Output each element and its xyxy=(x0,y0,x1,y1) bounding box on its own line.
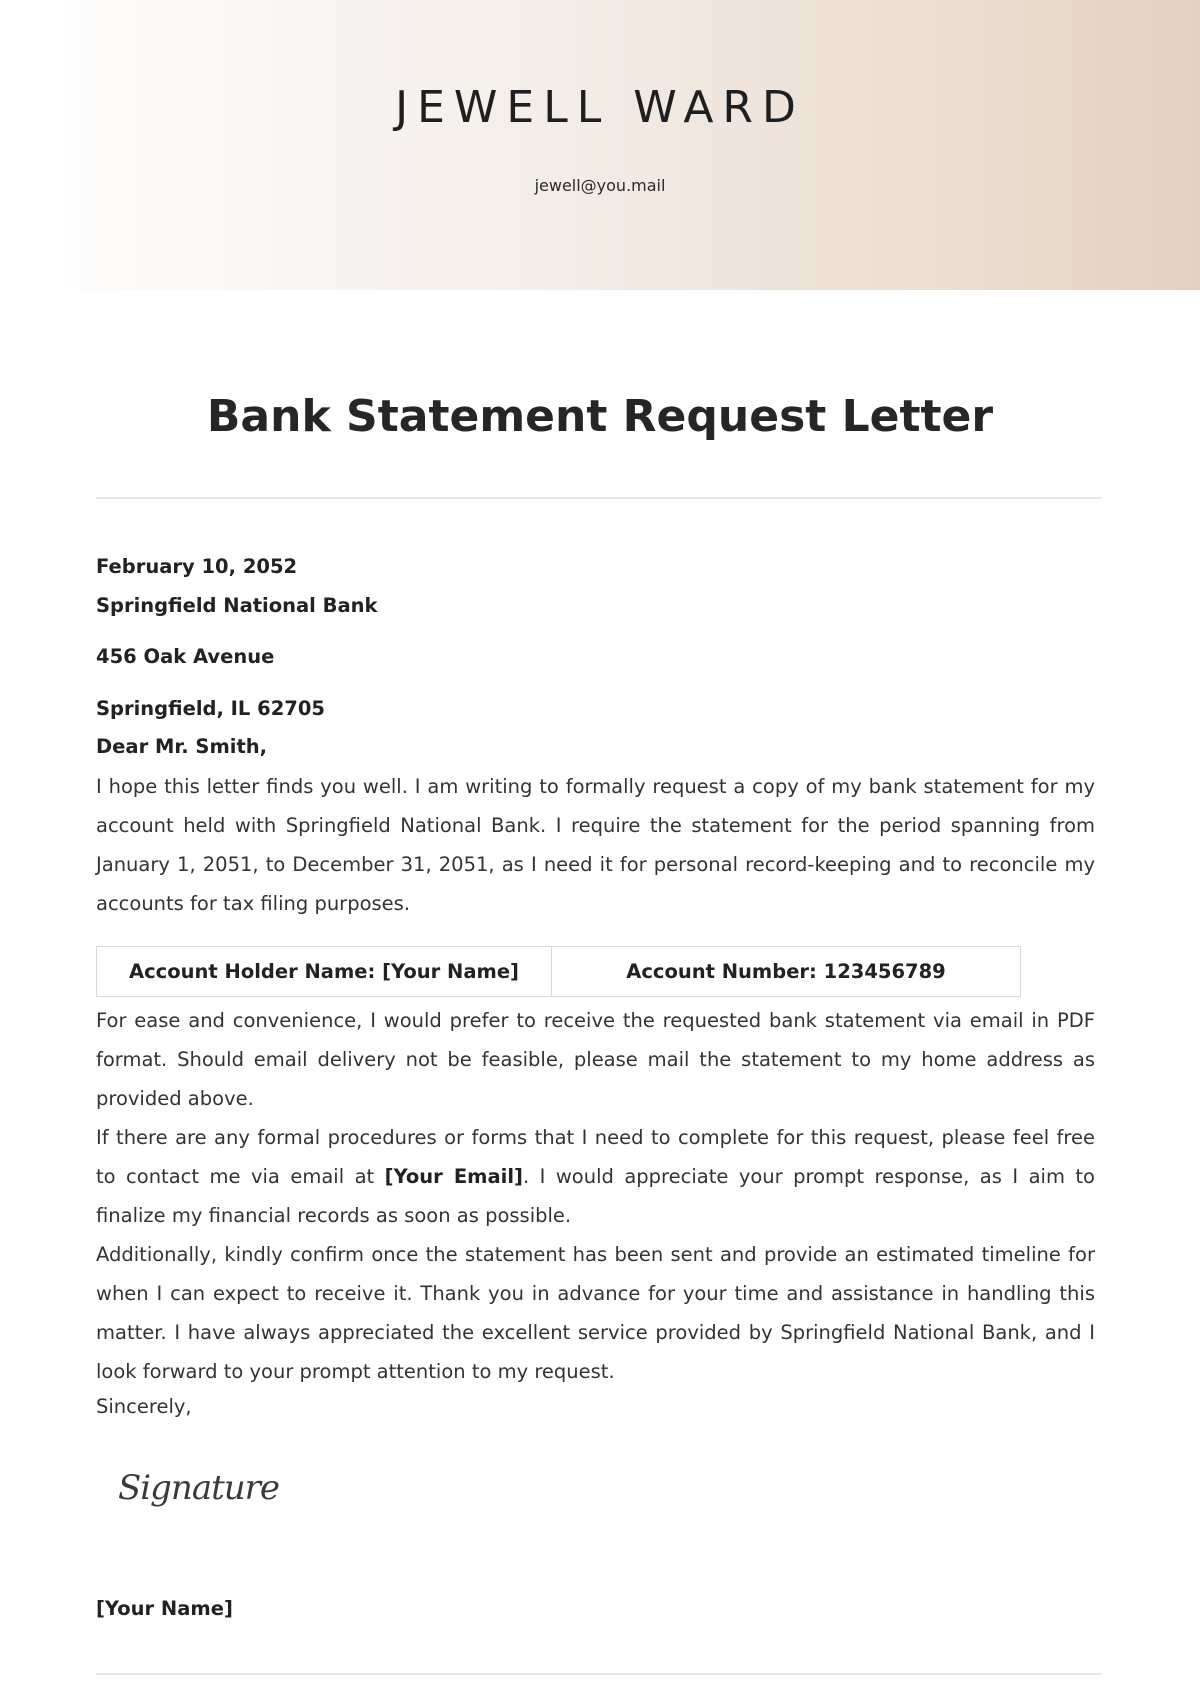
author-name: JEWELL WARD xyxy=(395,82,805,133)
account-number-cell: Account Number: 123456789 xyxy=(626,960,946,983)
paragraph-procedures xyxy=(96,1118,1095,1235)
paragraph-confirmation: Additionally, kindly confirm once the statement has been sent and provide an estimated timeline for when I can expect to receive it. Thank you in advance for your time and assistance in handling this matter. I have always appreciated the excellent service provided by Springfield National Bank, and I look forward to your prompt attention to my request. xyxy=(96,1243,1095,1383)
account-holder-cell: Account Holder Name: [Your Name] xyxy=(97,947,552,996)
letter-date: February 10, 2052 xyxy=(96,555,298,578)
paragraph-procedures-text-1: If there are any formal procedures or forms that I need to complete for this request, please feel free to contact me via email at xyxy=(96,1126,1095,1188)
title-divider xyxy=(96,497,1102,499)
salutation: Dear Mr. Smith, xyxy=(96,735,268,758)
paragraph-delivery: For ease and convenience, I would prefer to receive the requested bank statement via email in PDF format. Should email delivery not be feasible, please mail the statement to my home address as provided above. xyxy=(96,1009,1095,1110)
author-email: jewell@you.mail xyxy=(534,176,666,195)
paragraph-intro: I hope this letter finds you well. I am writing to formally request a copy of my bank statement for my account held with Springfield National Bank. I require the statement for the period spanning from January 1, 2051, to December 31, 2051, as I need it for personal record-keeping and to reconcile my accounts for tax filing purposes. xyxy=(96,775,1095,915)
signer-name: [Your Name] xyxy=(96,1597,233,1620)
email-placeholder: [Your Email] xyxy=(384,1165,523,1188)
bank-street: 456 Oak Avenue xyxy=(96,645,275,668)
document-title: Bank Statement Request Letter xyxy=(206,391,994,442)
account-info-table xyxy=(96,946,1021,997)
footer-divider xyxy=(96,1673,1102,1675)
bank-city-state-zip: Springfield, IL 62705 xyxy=(96,697,325,720)
bank-name: Springfield National Bank xyxy=(96,594,378,617)
signature: Signature xyxy=(118,1468,280,1508)
paragraph-procedures-text-2: . I would appreciate your prompt response, as I aim to finalize my financial records as soon as possible. xyxy=(96,1165,1095,1227)
closing: Sincerely, xyxy=(96,1395,192,1418)
header-band xyxy=(0,0,1200,290)
